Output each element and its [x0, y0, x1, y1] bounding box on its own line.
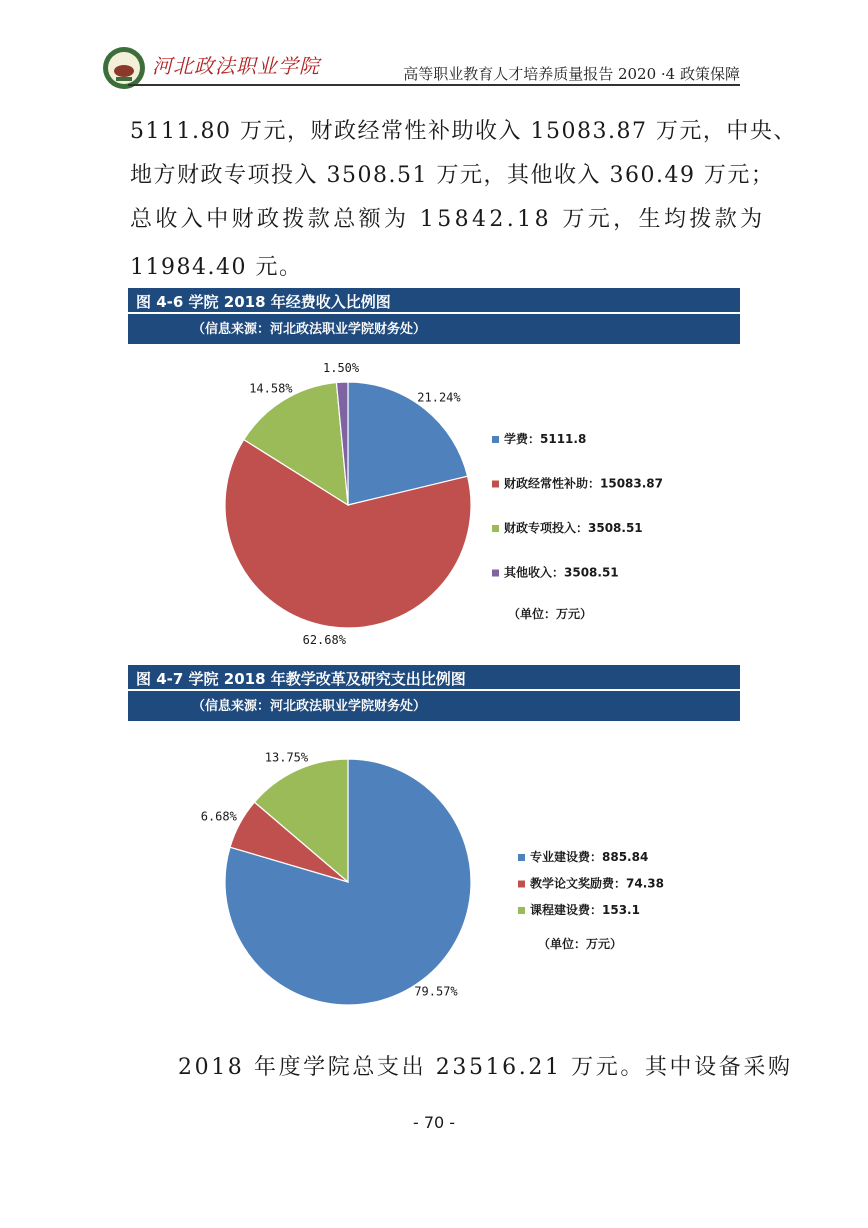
paragraph-line: 总收入中财政拨款总额为 15842.18 万元，生均拨款为 — [130, 207, 766, 232]
legend-swatch — [518, 881, 525, 888]
figure-source: （信息来源：河北政法职业学院财务处） — [192, 699, 427, 714]
legend-entry: 课程建设费：153.1 — [530, 903, 640, 917]
legend-entry: 学费：5111.8 — [504, 432, 587, 446]
legend-entry: 财政经常性补助：15083.87 — [504, 476, 664, 491]
legend-swatch — [518, 854, 525, 861]
figure-title: 图 4-6 学院 2018 年经费收入比例图 — [136, 293, 391, 311]
unit-label: （单位：万元） — [538, 937, 623, 951]
figure-title: 图 4-7 学院 2018 年教学改革及研究支出比例图 — [136, 670, 466, 688]
legend-entry: 专业建设费：885.84 — [530, 850, 649, 864]
running-head: 高等职业教育人才培养质量报告 2020 ·4 政策保障 — [403, 65, 740, 83]
legend-entry: 教学论文奖励费：74.38 — [530, 876, 664, 891]
slice-percent-label: 21.24% — [417, 390, 461, 405]
college-name-logotype: 河北政法职业学院 — [152, 54, 320, 78]
paragraph-line: 2018 年度学院总支出 23516.21 万元。其中设备采购 — [178, 1055, 793, 1080]
slice-percent-label: 13.75% — [264, 750, 309, 765]
paragraph-line: 地方财政专项投入 3508.51 万元，其他收入 360.49 万元； — [130, 163, 775, 188]
unit-label: （单位：万元） — [508, 607, 593, 621]
slice-percent-label: 1.50% — [323, 361, 360, 376]
slice-percent-label: 6.68% — [200, 809, 237, 824]
paragraph-line: 11984.40 元。 — [130, 255, 303, 280]
slice-percent-label: 79.57% — [414, 984, 458, 999]
legend-entry: 财政专项投入：3508.51 — [504, 521, 643, 535]
figure-source: （信息来源：河北政法职业学院财务处） — [192, 322, 427, 337]
paragraph-line: 5111.80 万元，财政经常性补助收入 15083.87 万元，中央、 — [130, 119, 797, 144]
page-number: - 70 - — [412, 1113, 456, 1132]
legend-entry: 其他收入：3508.51 — [504, 565, 619, 580]
legend-swatch — [518, 907, 525, 914]
slice-percent-label: 14.58% — [249, 381, 293, 396]
slice-percent-label: 62.68% — [302, 633, 346, 648]
